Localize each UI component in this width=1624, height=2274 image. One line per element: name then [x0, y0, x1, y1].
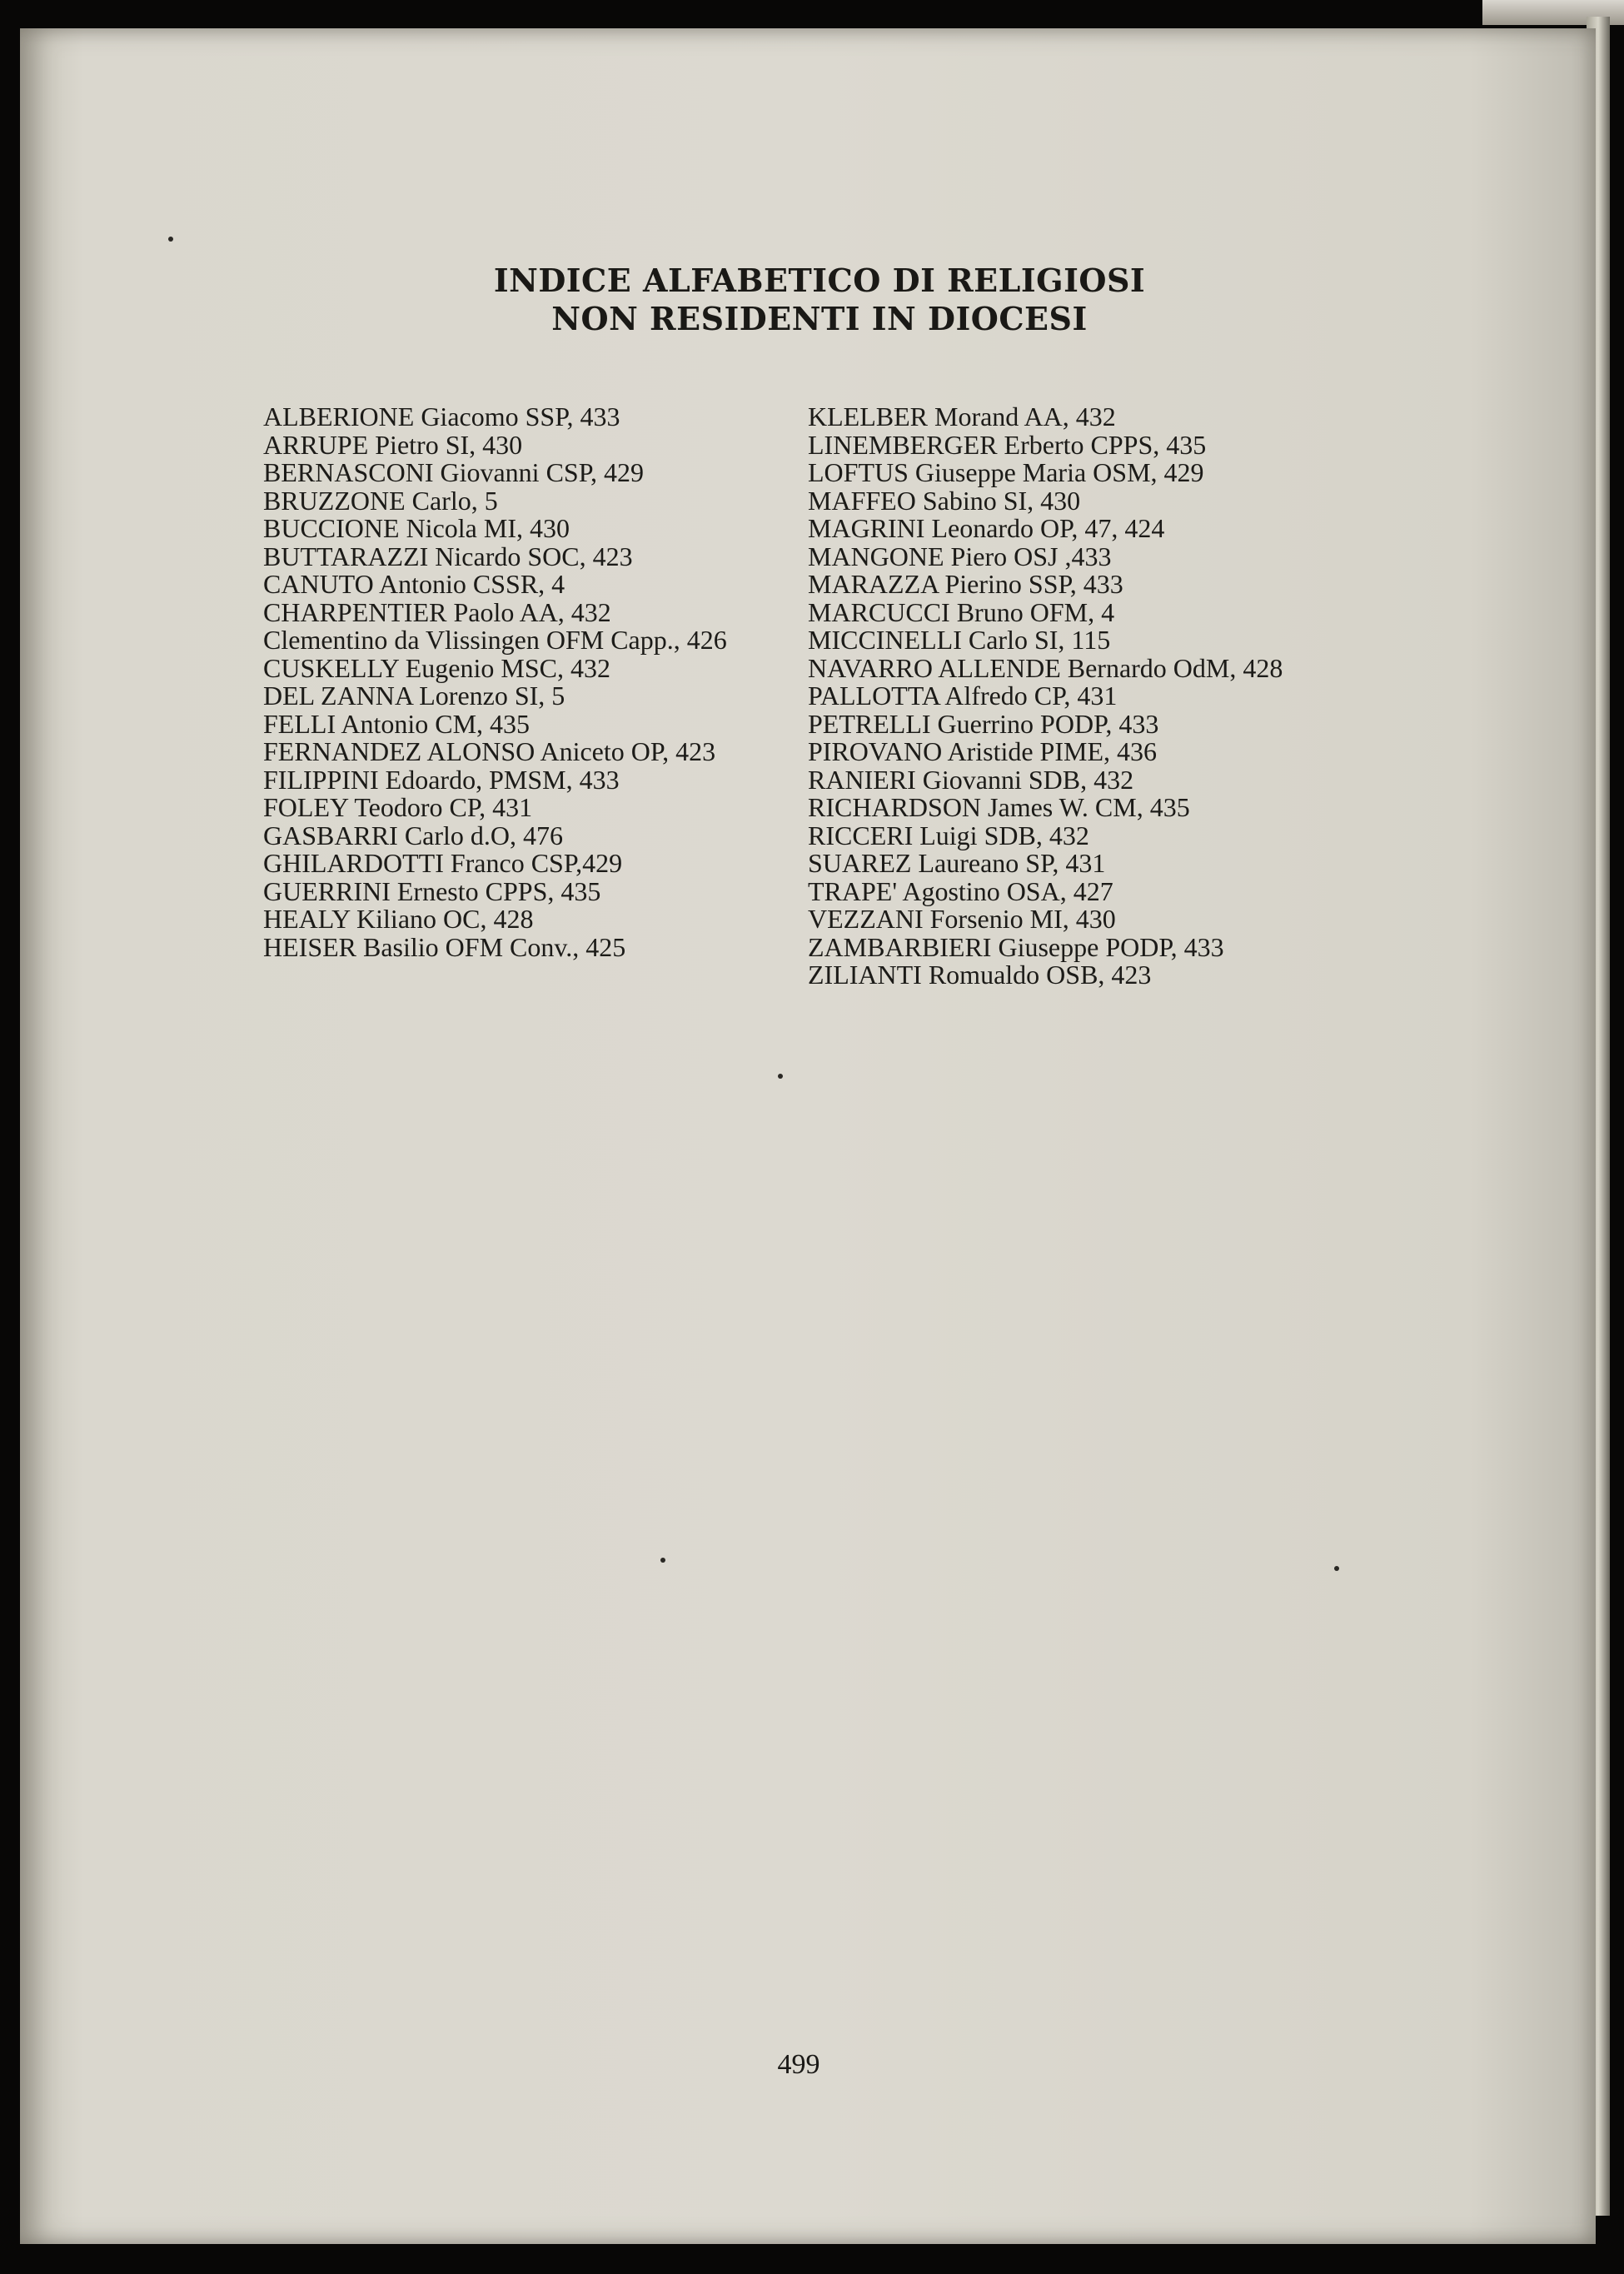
index-entry: LINEMBERGER Erberto CPPS, 435 [808, 429, 1207, 460]
index-entry: FERNANDEZ ALONSO Aniceto OP, 423 [263, 736, 716, 766]
index-entry: NAVARRO ALLENDE Bernardo OdM, 428 [808, 652, 1283, 683]
index-entry: BERNASCONI Giovanni CSP, 429 [263, 457, 644, 487]
index-title [20, 262, 1619, 338]
index-entry: CANUTO Antonio CSSR, 4 [263, 569, 565, 599]
index-entry: FOLEY Teodoro CP, 431 [263, 792, 533, 822]
index-entry: GUERRINI Ernesto CPPS, 435 [263, 875, 601, 906]
index-entry: TRAPE' Agostino OSA, 427 [808, 875, 1113, 906]
index-entry: HEISER Basilio OFM Conv., 425 [263, 931, 626, 962]
index-entry: BRUZZONE Carlo, 5 [263, 485, 498, 516]
index-column-left [263, 403, 796, 961]
index-entry: GHILARDOTTI Franco CSP,429 [263, 848, 623, 878]
title-line-1: INDICE ALFABETICO DI RELIGIOSI [493, 262, 1146, 299]
index-entry: MARAZZA Pierino SSP, 433 [808, 569, 1123, 599]
index-entry: ARRUPE Pietro SI, 430 [263, 429, 523, 460]
index-entry: CHARPENTIER Paolo AA, 432 [263, 596, 611, 627]
index-entry: MANGONE Piero OSJ ,433 [808, 541, 1112, 571]
index-entry: PETRELLI Guerrino PODP, 433 [808, 708, 1159, 739]
index-entry: KLELBER Morand AA, 432 [808, 401, 1116, 431]
index-entry: PIROVANO Aristide PIME, 436 [808, 736, 1157, 766]
paper-speck [168, 237, 173, 242]
index-entry: GASBARRI Carlo d.O, 476 [263, 820, 564, 850]
paper-speck [660, 1558, 665, 1563]
index-entry: DEL ZANNA Lorenzo SI, 5 [263, 681, 565, 711]
index-entry: ALBERIONE Giacomo SSP, 433 [263, 401, 620, 431]
index-entry: ZILIANTI Romualdo OSB, 423 [808, 960, 1152, 990]
index-entry: VEZZANI Forsenio MI, 430 [808, 904, 1116, 934]
index-entry: BUTTARAZZI Nicardo SOC, 423 [263, 541, 633, 571]
index-entry: MAGRINI Leonardo OP, 47, 424 [808, 513, 1165, 543]
index-entry: ZAMBARBIERI Giuseppe PODP, 433 [808, 931, 1224, 962]
index-entry: MAFFEO Sabino SI, 430 [808, 485, 1081, 516]
paper-speck [778, 1074, 783, 1079]
index-entry: MARCUCCI Bruno OFM, 4 [808, 596, 1115, 627]
index-column-right [808, 403, 1366, 990]
index-entry: SUAREZ Laureano SP, 431 [808, 848, 1106, 878]
index-entry: RICCERI Luigi SDB, 432 [808, 820, 1089, 850]
index-entry: RICHARDSON James W. CM, 435 [808, 792, 1190, 822]
document-page [20, 28, 1596, 2244]
page-number: 499 [777, 2049, 820, 2080]
index-entry: FELLI Antonio CM, 435 [263, 708, 531, 739]
index-entry: CUSKELLY Eugenio MSC, 432 [263, 652, 610, 683]
index-entry: RANIERI Giovanni SDB, 432 [808, 764, 1134, 795]
index-entry: BUCCIONE Nicola MI, 430 [263, 513, 570, 543]
index-entry: Clementino da Vlissingen OFM Capp., 426 [263, 625, 727, 655]
index-entry: LOFTUS Giuseppe Maria OSM, 429 [808, 457, 1204, 487]
index-entry: HEALY Kiliano OC, 428 [263, 904, 534, 934]
paper-speck [1334, 1566, 1339, 1571]
index-entry: FILIPPINI Edoardo, PMSM, 433 [263, 764, 620, 795]
index-entry: MICCINELLI Carlo SI, 115 [808, 625, 1111, 655]
index-entry: PALLOTTA Alfredo CP, 431 [808, 681, 1118, 711]
title-line-2: NON RESIDENTI IN DIOCESI [551, 300, 1088, 337]
